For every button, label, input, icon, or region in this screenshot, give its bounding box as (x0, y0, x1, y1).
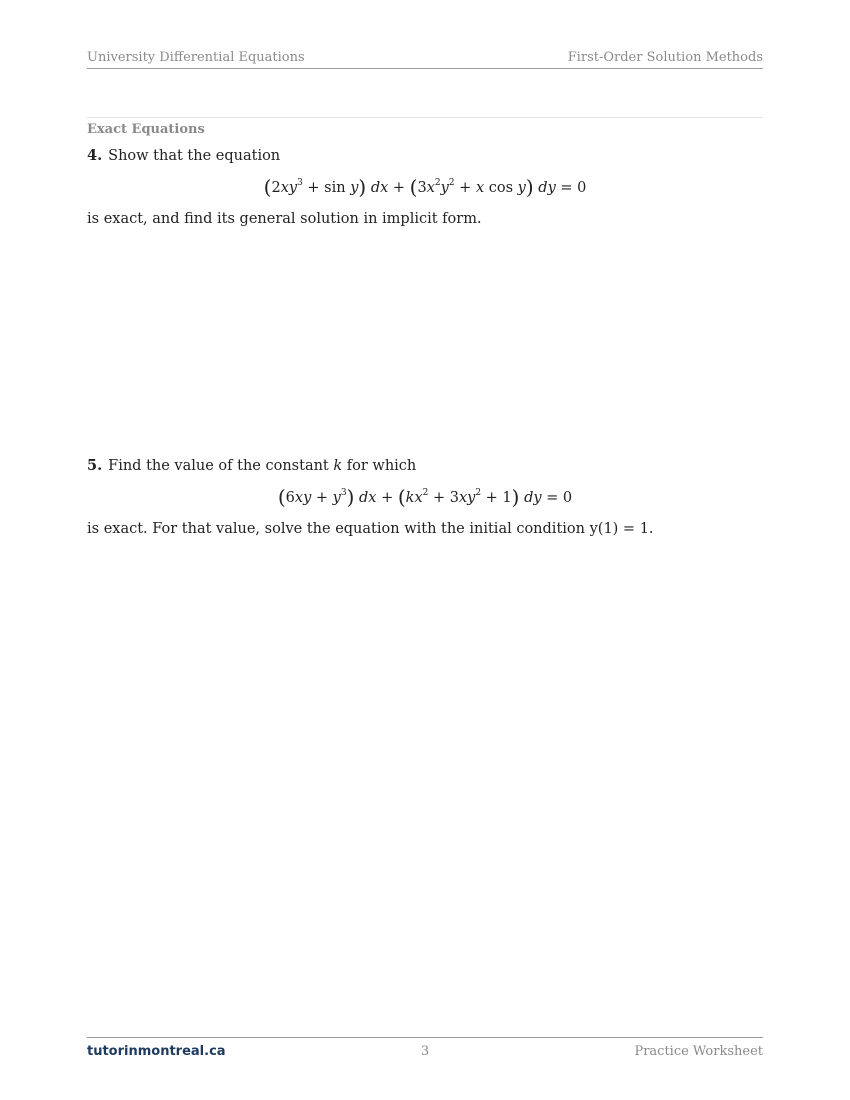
problem-5 (87, 456, 763, 539)
problem-5-number: 5. (87, 457, 103, 474)
problem-4 (87, 146, 763, 229)
problem-4-number: 4. (87, 147, 103, 164)
problem-5-intro-b: for which (346, 458, 417, 474)
problem-4-follow-up: is exact, and find its general solution in implicit form. (87, 211, 482, 227)
problem-4-equation: $(2xy^3 + \sin y)$ dx + ($3x^2y^2 + x$ cos y) dy = 0 (263, 175, 587, 199)
footer-worksheet-label: Practice Worksheet (634, 1044, 763, 1059)
page-header (87, 50, 763, 69)
problem-5-intro-line (87, 456, 763, 476)
problem-5-intro-a: Find the value of the constant (108, 458, 329, 474)
footer-page-number: 3 (420, 1044, 430, 1059)
header-course-title: University Differential Equations (87, 50, 305, 65)
problem-4-intro: Show that the equation (108, 148, 281, 164)
problem-4-intro-line (87, 146, 763, 166)
page-footer (87, 1037, 763, 1059)
problem-5-equation: $(6xy + y^3)$ dx + $(kx^2 + 3xy^2 + 1)$ dy = 0 (277, 485, 573, 509)
problem-5-initial-condition: y(1) = 1. (589, 521, 654, 537)
footer-brand-link[interactable]: tutorinmontreal.ca (87, 1044, 226, 1059)
section-title: Exact Equations (87, 122, 205, 137)
problem-5-follow-up-text: is exact. For that value, solve the equation with the initial condition (87, 521, 585, 537)
section-divider (87, 117, 763, 118)
header-topic-title: First-Order Solution Methods (567, 50, 763, 65)
problem-5-constant-k: k (333, 458, 343, 474)
problem-5-follow-up (87, 519, 763, 539)
